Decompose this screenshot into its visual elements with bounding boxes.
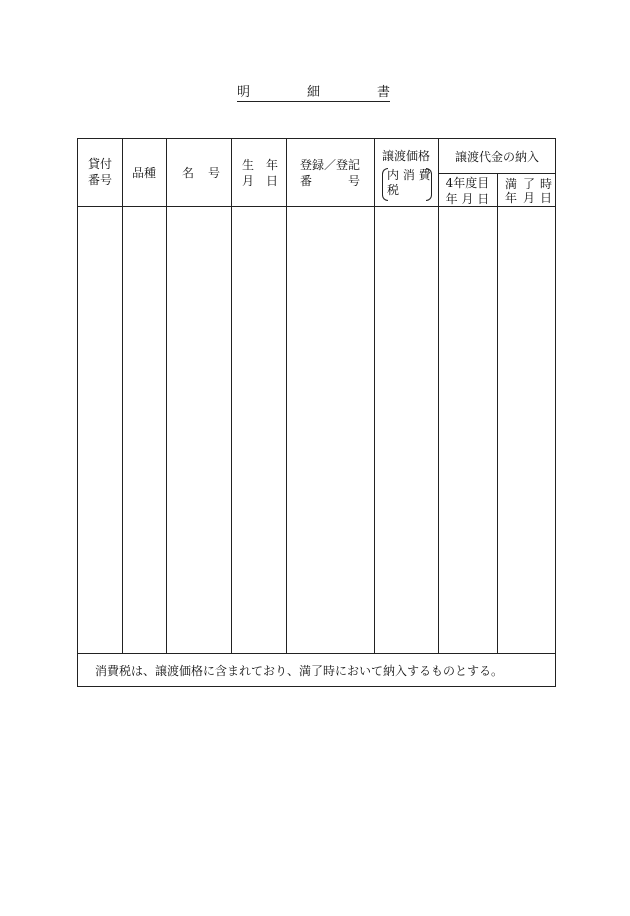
document-title xyxy=(237,83,390,102)
column-divider xyxy=(286,139,287,653)
header-registration-ban: 番 xyxy=(300,174,313,188)
header-loan-number-line1: 貸付 xyxy=(87,157,112,171)
header-name-part1: 名 xyxy=(182,166,195,180)
header-payment-expiry-tsuki: 月 xyxy=(523,191,536,205)
header-registration-go: 号 xyxy=(348,174,361,188)
detail-table xyxy=(77,138,556,687)
header-registration-line1: 登録／登記 xyxy=(300,158,361,172)
header-payment-expiry-ryo: 了 xyxy=(523,177,536,191)
header-price: 譲渡価格 xyxy=(381,149,430,163)
column-divider xyxy=(374,139,375,653)
header-payment: 譲渡代金の納入 xyxy=(454,150,539,164)
header-price-tax-line2: 税 xyxy=(387,183,400,197)
header-breed: 品種 xyxy=(131,166,156,180)
header-payment-expiry-man: 満 xyxy=(505,177,518,191)
column-divider xyxy=(166,139,167,653)
header-payment-expiry-nen: 年 xyxy=(505,191,518,205)
note-divider xyxy=(78,653,556,654)
header-birth-hi: 日 xyxy=(266,174,279,188)
consumption-tax-note: 消費税は、譲渡価格に含まれており、満了時において納入するものとする。 xyxy=(95,664,504,678)
header-loan-number-line2: 番号 xyxy=(87,173,112,187)
header-loan-number xyxy=(78,156,122,188)
header-payment-expiry-hi: 日 xyxy=(540,191,553,205)
header-payment-fourth-year xyxy=(438,175,497,207)
header-payment-fourth-year-line2: 年 月 日 xyxy=(445,192,490,206)
header-birth-nen: 年 xyxy=(266,158,279,172)
column-divider xyxy=(438,139,439,653)
column-divider xyxy=(231,139,232,653)
column-divider xyxy=(122,139,123,653)
header-name-part2: 号 xyxy=(208,166,221,180)
title-char-1: 明 xyxy=(237,85,251,100)
header-birth-tsuki: 月 xyxy=(242,174,255,188)
title-char-3: 書 xyxy=(376,85,390,100)
header-payment-fourth-year-line1: 4年度目 xyxy=(445,176,490,190)
subheader-divider xyxy=(438,173,556,174)
header-payment-expiry-ji: 時 xyxy=(540,177,553,191)
column-divider xyxy=(497,173,498,653)
header-price-tax-line1: 内 消 費 xyxy=(387,168,431,182)
title-char-2: 細 xyxy=(306,85,320,100)
header-birth-sei: 生 xyxy=(242,158,255,172)
